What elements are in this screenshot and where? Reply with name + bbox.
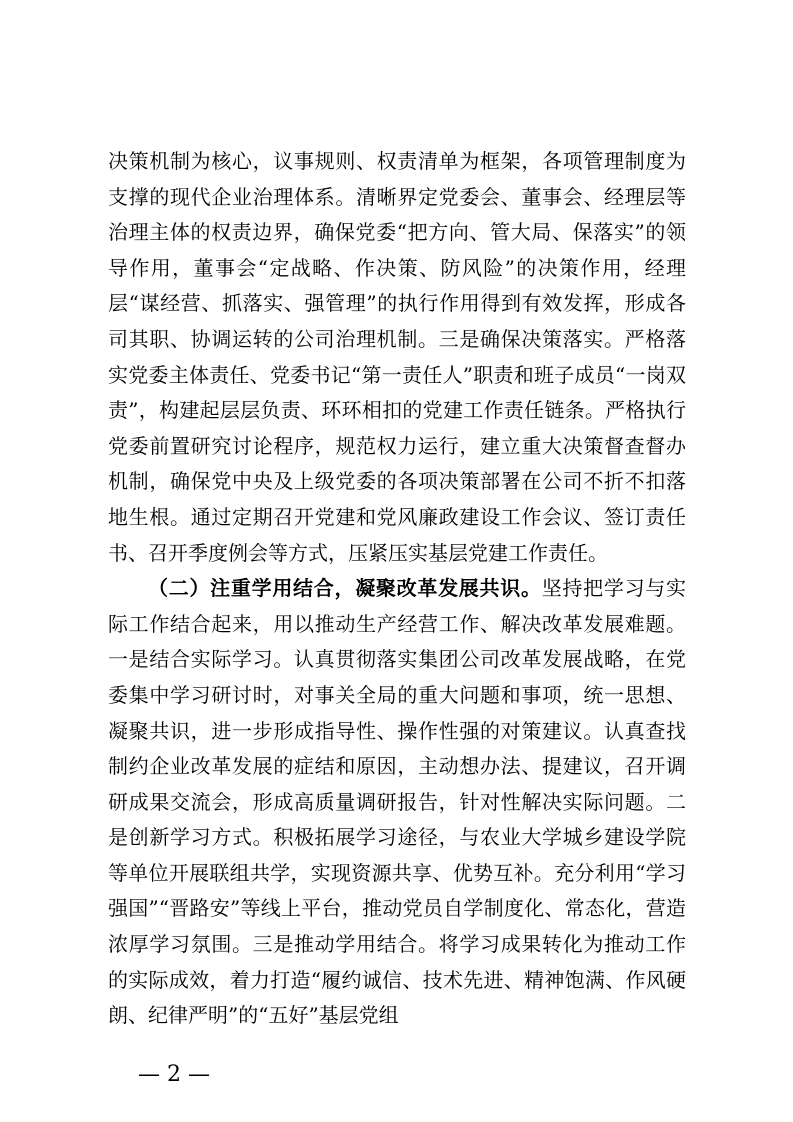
paragraph-2 [108,571,686,1034]
paragraph-1-text: 决策机制为核心，议事规则、权责清单为框架，各项管理制度为支撑的现代企业治理体系。清晰界定党委会、董事会、经理层等治理主体的权责边界，确保党委“把方向、管大局、保落实”的领导作用，董事会“定战略、作决策、防风险”的决策作用，经理层“谋经营、抓落实、强管理”的执行作用得到有效发挥，形成各司其职、协调运转的公司治理机制。三是确保决策落实。严格落实党委主体责任、党委书记“第一责任人”职责和班子成员“一岗双责”，构建起层层负责、环环相扣的党建工作责任链条。严格执行党委前置研究讨论程序，规范权力运行，建立重大决策督查督办机制，确保党中央及上级党委的各项决策部署在公司不折不扣落地生根。通过定期召开党建和党风廉政建设工作会议、签订责任书、召开季度例会等方式，压紧压实基层党建工作责任。 [108,149,686,565]
section-heading: （二）注重学用结合，凝聚改革发展共识。 [148,576,542,601]
page-number: — 2 — [138,1062,210,1087]
paragraph-1 [108,144,686,571]
document-body [108,144,686,1034]
paragraph-2-text: 坚持把学习与实际工作结合起来，用以推动生产经营工作、解决改革发展难题。一是结合实际学习。认真贯彻落实集团公司改革发展战略，在党委集中学习研讨时，对事关全局的重大问题和事项，统一思想、凝聚共识，进一步形成指导性、操作性强的对策建议。认真查找制约企业改革发展的症结和原因，主动想办法、提建议，召开调研成果交流会，形成高质量调研报告，针对性解决实际问题。二是创新学习方式。积极拓展学习途径，与农业大学城乡建设学院等单位开展联组共学，实现资源共享、优势互补。充分利用“学习强国”“晋路安”等线上平台，推动党员自学制度化、常态化，营造浓厚学习氛围。三是推动学用结合。将学习成果转化为推动工作的实际成效，着力打造“履约诚信、技术先进、精神饱满、作风硬朗、纪律严明”的“五好”基层党组 [108,576,687,1028]
